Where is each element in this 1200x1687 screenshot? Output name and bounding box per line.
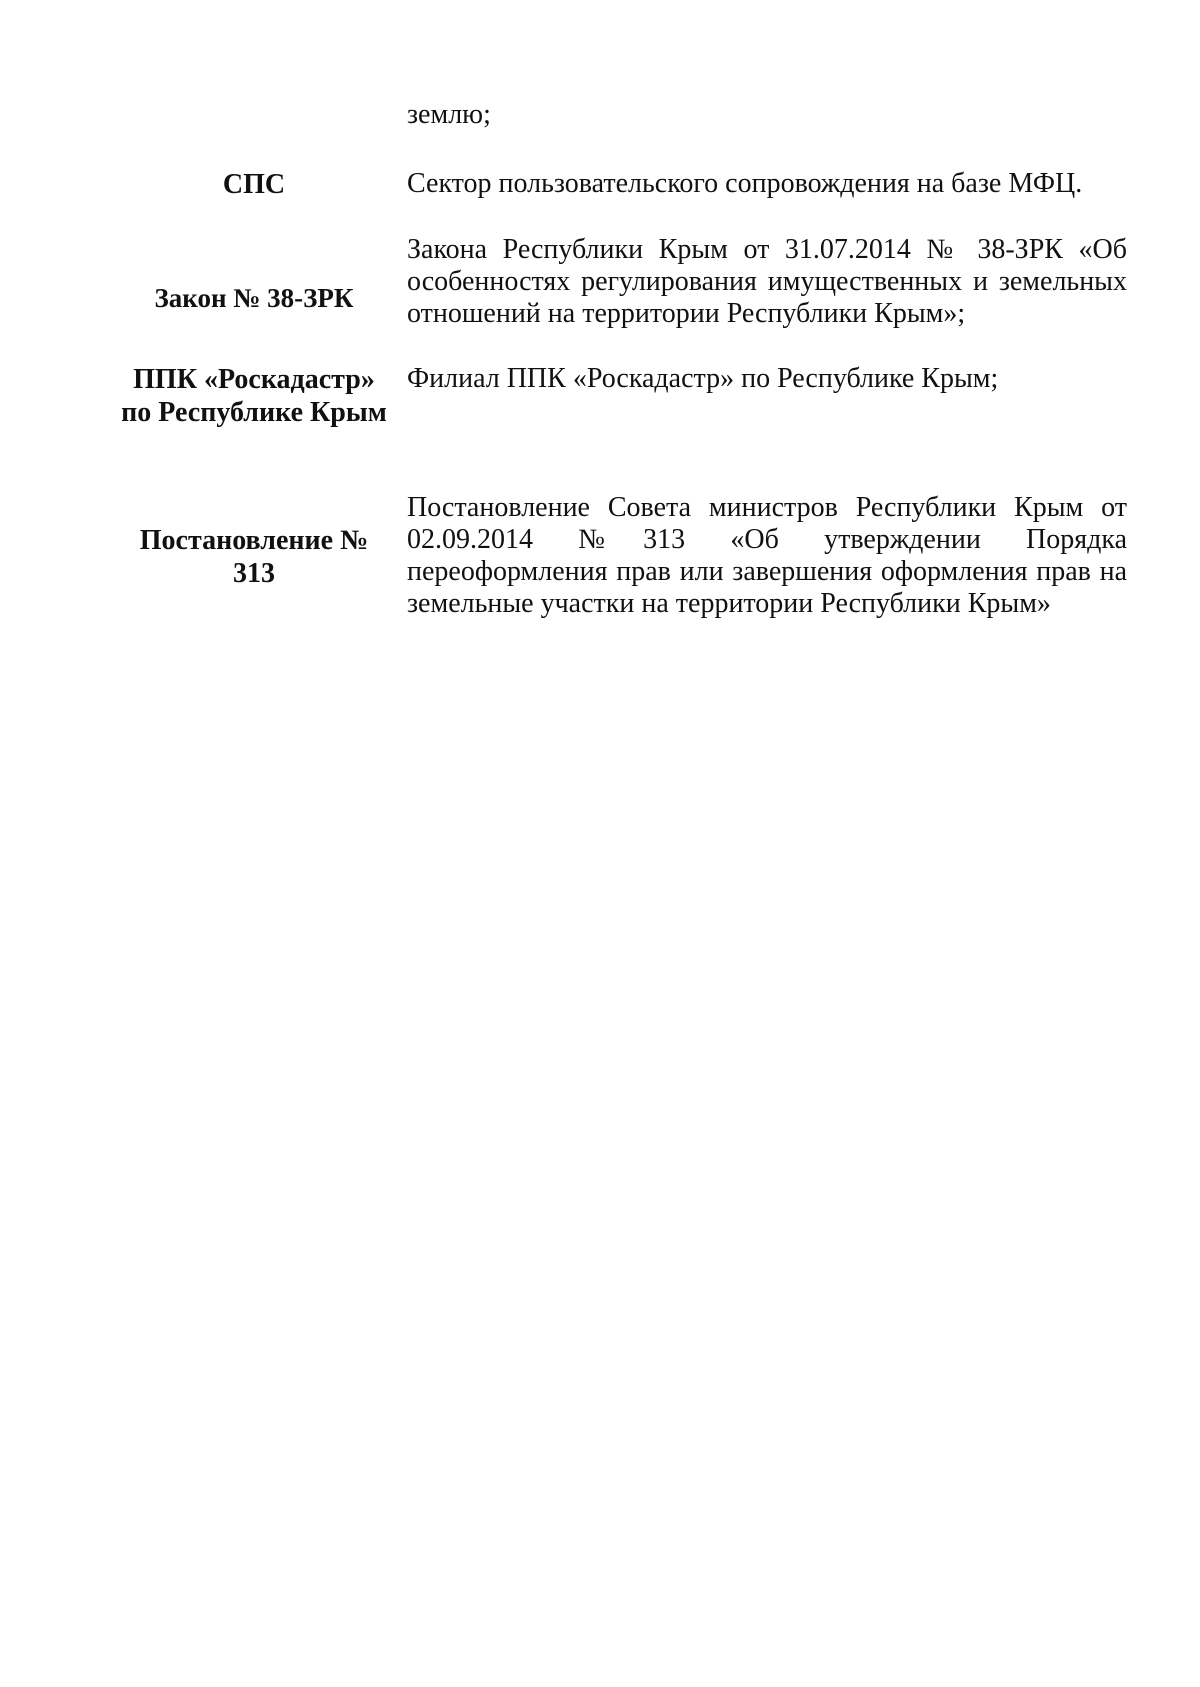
glossary-term: СПС [222,169,286,200]
glossary-definition: Сектор пользовательского сопровождения на базе МФЦ. [407,168,1083,199]
glossary-definition: Филиал ППК «Роскадастр» по Республике Крым; [407,363,999,394]
glossary-term: Закон № 38-ЗРК [154,283,354,313]
glossary-definition: Постановление Совета министров Республики Крым от 02.09.2014 №313 «Об утверждении Порядка переоформления прав или завершения оформления прав на земельные участки на территории Республики Крым» [407,492,1127,619]
continuation-text: землю; [407,99,491,130]
glossary-definition: Закона Республики Крым от 31.07.2014 № 38-ЗРК «Об особенностях регулирования имущественных и земельных отношений на территории Республики Крым»; [407,234,1127,329]
glossary-term: Постановление № 313 [139,525,369,589]
glossary-term: ППК «Роскадастр» по Республике Крым [121,364,387,428]
